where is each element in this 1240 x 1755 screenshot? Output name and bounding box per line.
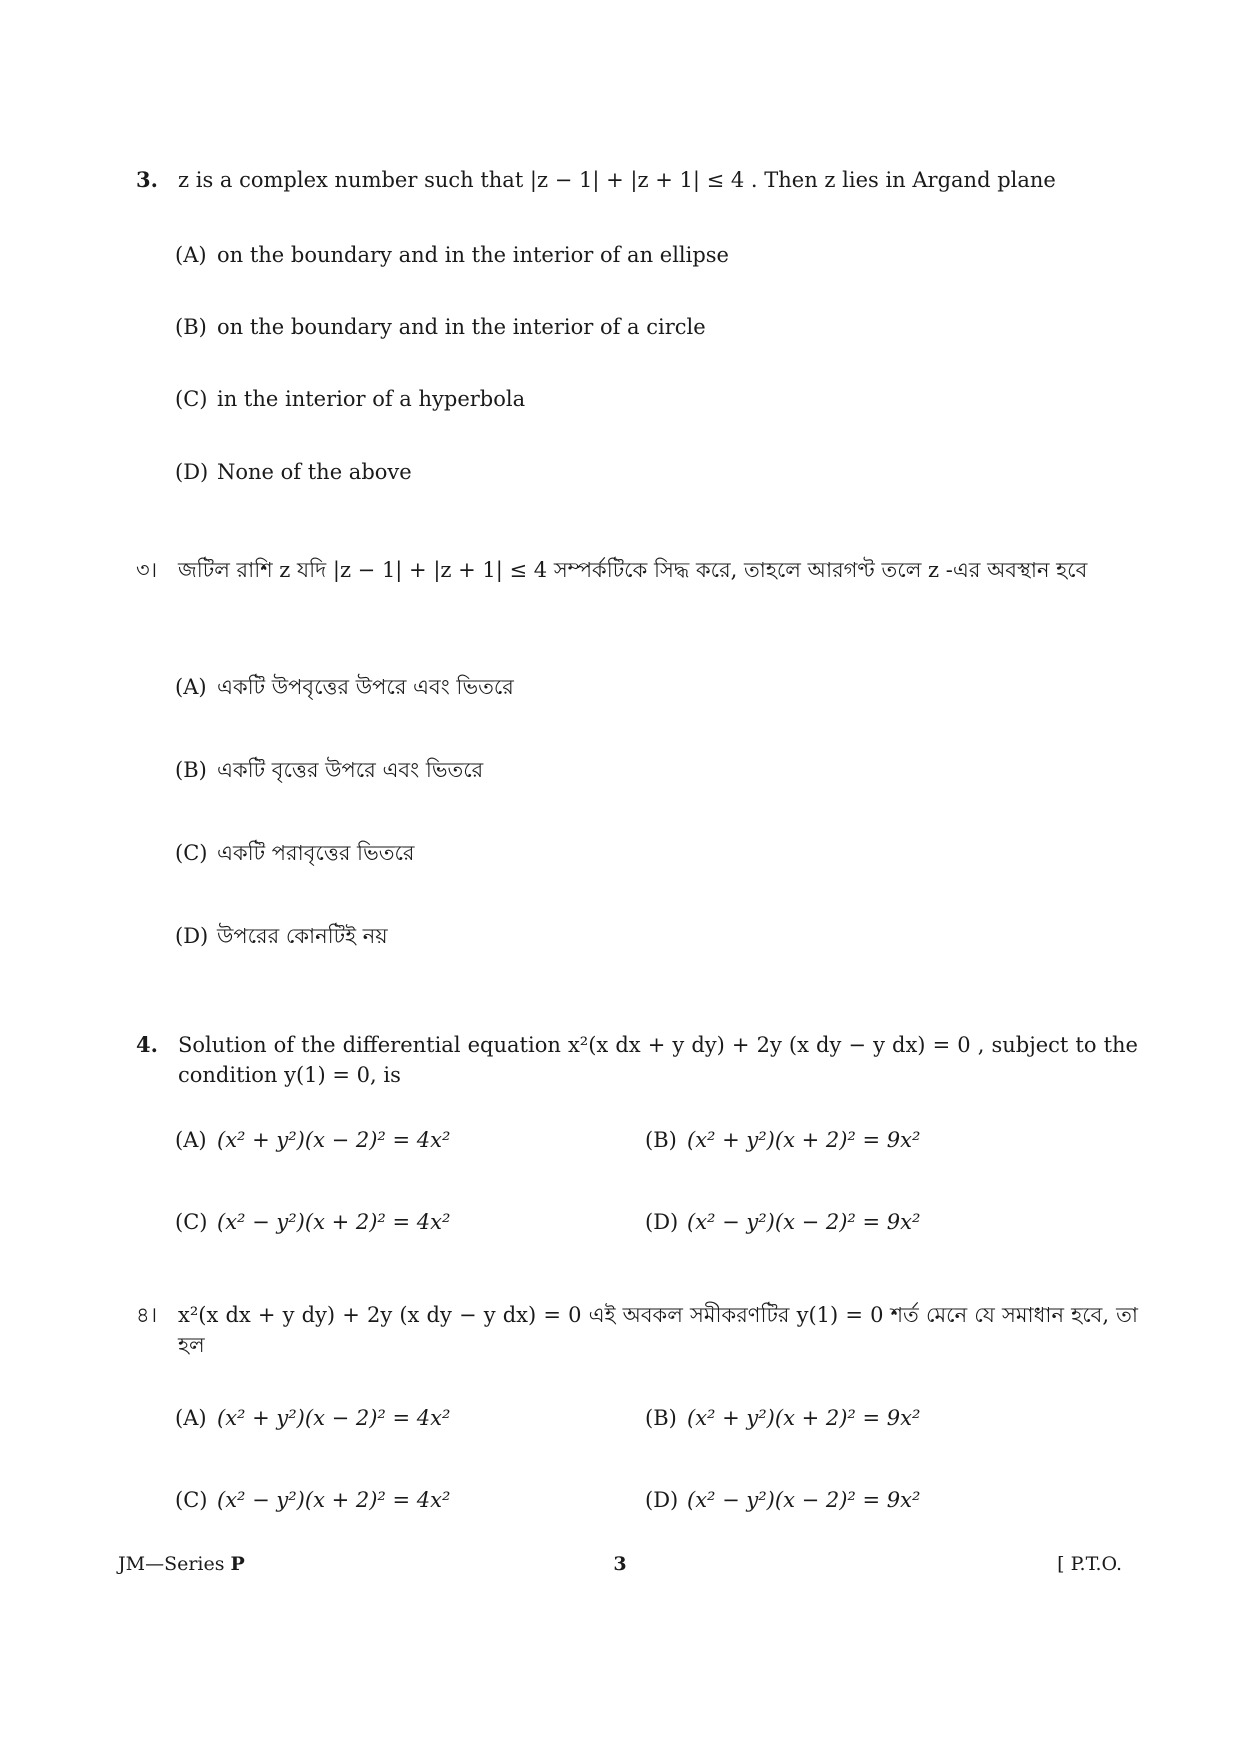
option-label: (A) [175, 675, 207, 699]
option-text: একটি উপবৃত্তের উপরে এবং ভিতরে [217, 675, 514, 699]
option-a [175, 1403, 450, 1433]
option-text: (x² + y²)(x + 2)² = 9x² [687, 1128, 921, 1152]
question-number: 4. [136, 1032, 158, 1057]
option-label: (B) [645, 1406, 677, 1430]
option-label: (C) [175, 1488, 208, 1512]
option-label: (B) [175, 758, 207, 782]
option-c [175, 838, 414, 868]
option-label: (A) [175, 1406, 207, 1430]
option-text: on the boundary and in the interior of an ellipse [217, 243, 729, 267]
option-label: (A) [175, 1128, 207, 1152]
option-label: (D) [175, 924, 209, 948]
option-c [175, 1485, 450, 1515]
question-number: ৪। [136, 1303, 158, 1327]
option-text: (x² + y²)(x + 2)² = 9x² [687, 1406, 921, 1430]
option-a [175, 672, 514, 702]
option-label: (A) [175, 243, 207, 267]
option-d [175, 921, 388, 951]
option-text: একটি পরাবৃত্তের ভিতরে [217, 841, 415, 865]
option-text: (x² + y²)(x − 2)² = 4x² [217, 1406, 451, 1430]
option-a [175, 240, 729, 270]
option-label: (B) [645, 1128, 677, 1152]
series-label [118, 1553, 245, 1575]
option-a [175, 1125, 450, 1155]
question-text: Solution of the differential equation x²(x dx + y dy) + 2y (x dy − y dx) = 0 , subject to the condition y(1) = 0, is [178, 1033, 1138, 1087]
option-text: (x² − y²)(x + 2)² = 4x² [217, 1488, 451, 1512]
option-b [175, 755, 483, 785]
option-text: (x² − y²)(x − 2)² = 9x² [687, 1210, 921, 1234]
option-text: None of the above [217, 460, 412, 484]
option-c [175, 384, 525, 414]
option-b [645, 1403, 920, 1433]
option-b [645, 1125, 920, 1155]
series-letter: P [230, 1553, 245, 1575]
option-label: (D) [645, 1488, 679, 1512]
question-text: জটিল রাশি z যদি |z − 1| + |z + 1| ≤ 4 সম্পর্কটিকে সিদ্ধ করে, তাহলে আরগণ্ট তলে z -এর অবস্থান হবে [178, 558, 1088, 582]
option-text: উপরের কোনটিই নয় [217, 924, 388, 948]
page-number: 3 [613, 1553, 627, 1575]
question-number: ৩। [136, 558, 158, 582]
option-d [175, 457, 412, 487]
option-label: (C) [175, 841, 208, 865]
option-text: একটি বৃত্তের উপরে এবং ভিতরে [217, 758, 484, 782]
option-d [645, 1207, 920, 1237]
option-text: (x² − y²)(x − 2)² = 9x² [687, 1488, 921, 1512]
option-d [645, 1485, 920, 1515]
option-label: (B) [175, 315, 207, 339]
pto-label: [ P.T.O. [1057, 1553, 1122, 1575]
question-text: x²(x dx + y dy) + 2y (x dy − y dx) = 0 এই অবকল সমীকরণটির y(1) = 0 শর্ত মেনে যে সমাধান হবে, তা হল [178, 1303, 1138, 1357]
question-number: 3. [136, 167, 158, 192]
option-text: in the interior of a hyperbola [217, 387, 526, 411]
series-prefix: JM—Series [118, 1553, 225, 1575]
option-label: (C) [175, 1210, 208, 1234]
question-text: z is a complex number such that |z − 1| + |z + 1| ≤ 4 . Then z lies in Argand plane [178, 168, 1056, 192]
option-text: on the boundary and in the interior of a circle [217, 315, 706, 339]
option-text: (x² − y²)(x + 2)² = 4x² [217, 1210, 451, 1234]
option-b [175, 312, 706, 342]
option-label: (D) [645, 1210, 679, 1234]
option-label: (D) [175, 460, 209, 484]
option-c [175, 1207, 450, 1237]
option-label: (C) [175, 387, 208, 411]
option-text: (x² + y²)(x − 2)² = 4x² [217, 1128, 451, 1152]
